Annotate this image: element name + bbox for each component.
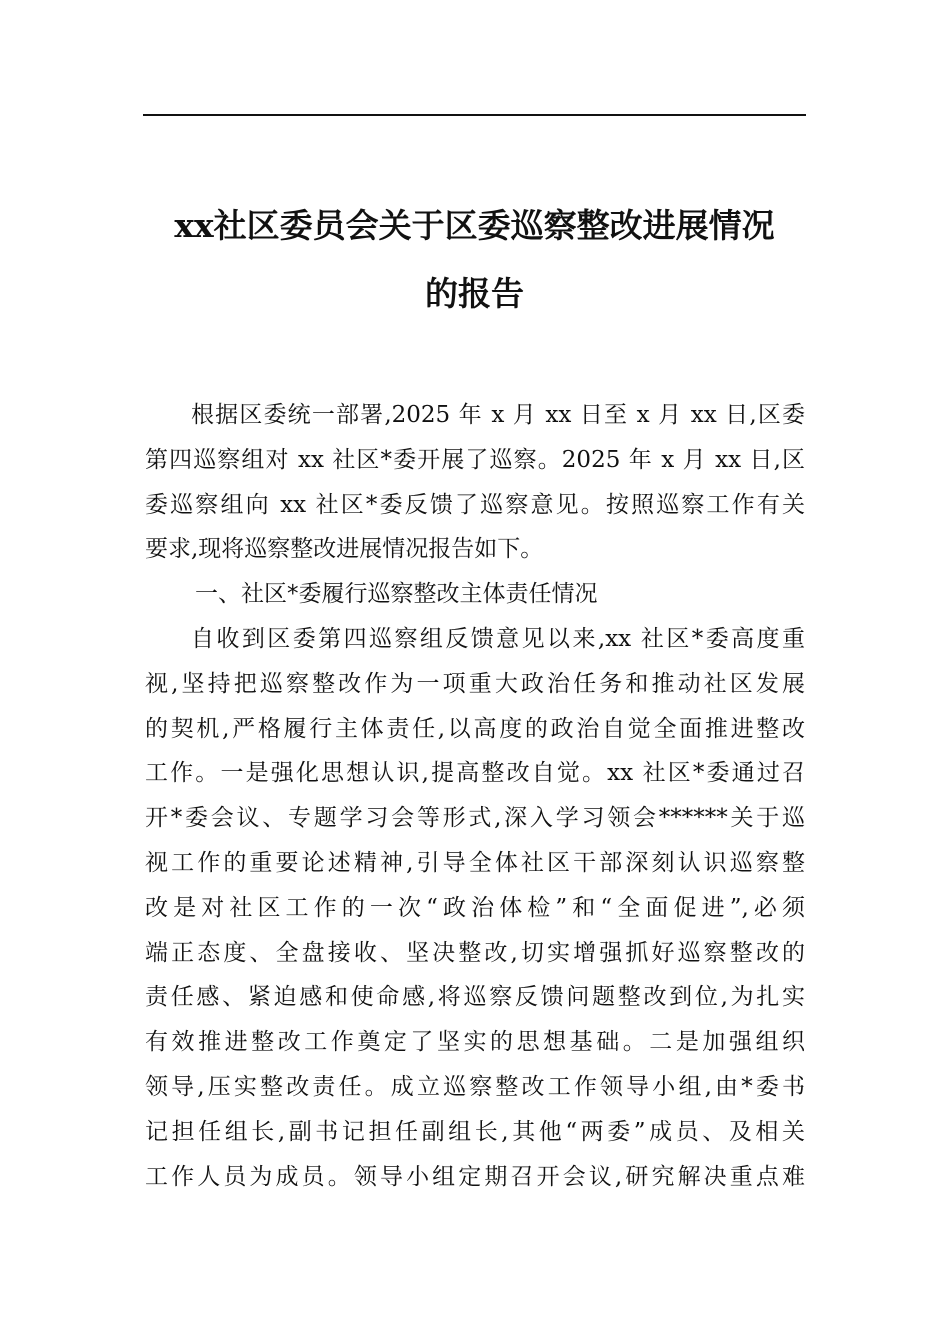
document-title-line-2: 的报告 <box>425 274 524 313</box>
paragraph-line: 委巡察组向 xx 社区*委反馈了巡察意见。按照巡察工作有关 <box>145 491 805 518</box>
paragraph-line: 自收到区委第四巡察组反馈意见以来,xx 社区*委高度重 <box>191 625 805 652</box>
paragraph-line: 工作人员为成员。领导小组定期召开会议,研究解决重点难 <box>145 1163 805 1190</box>
section-heading: 一、社区*委履行巡察整改主体责任情况 <box>195 581 598 608</box>
paragraph-line: 根据区委统一部署,2025 年 x 月 xx 日至 x 月 xx 日,区委 <box>191 402 805 428</box>
paragraph-line: 的契机,严格履行主体责任,以高度的政治自觉全面推进整改 <box>145 715 805 742</box>
paragraph-line: 视工作的重要论述精神,引导全体社区干部深刻认识巡察整 <box>145 849 805 876</box>
paragraph-line: 改是对社区工作的一次“政治体检”和“全面促进”,必须 <box>145 894 805 921</box>
paragraph-line: 开*委会议、专题学习会等形式,深入学习领会******关于巡 <box>145 805 805 832</box>
paragraph-line: 工作。一是强化思想认识,提高整改自觉。xx 社区*委通过召 <box>145 760 805 787</box>
header-rule <box>143 114 806 116</box>
paragraph-line: 要求,现将巡察整改进展情况报告如下。 <box>145 536 544 563</box>
paragraph-line: 有效推进整改工作奠定了坚实的思想基础。二是加强组织 <box>145 1029 805 1056</box>
paragraph-line: 视,坚持把巡察整改作为一项重大政治任务和推动社区发展 <box>145 670 805 697</box>
paragraph-line: 端正态度、全盘接收、坚决整改,切实增强抓好巡察整改的 <box>145 939 805 966</box>
document-body <box>145 398 805 1204</box>
paragraph-line: 领导,压实整改责任。成立巡察整改工作领导小组,由*委书 <box>145 1073 805 1100</box>
paragraph-line: 记担任组长,副书记担任副组长,其他“两委”成员、及相关 <box>145 1118 805 1145</box>
document-title-line-1: xx社区委员会关于区委巡察整改进展情况 <box>174 206 775 245</box>
paragraph-line: 第四巡察组对 xx 社区*委开展了巡察。2025 年 x 月 xx 日,区 <box>145 446 805 473</box>
paragraph-line: 责任感、紧迫感和使命感,将巡察反馈问题整改到位,为扎实 <box>145 984 805 1011</box>
